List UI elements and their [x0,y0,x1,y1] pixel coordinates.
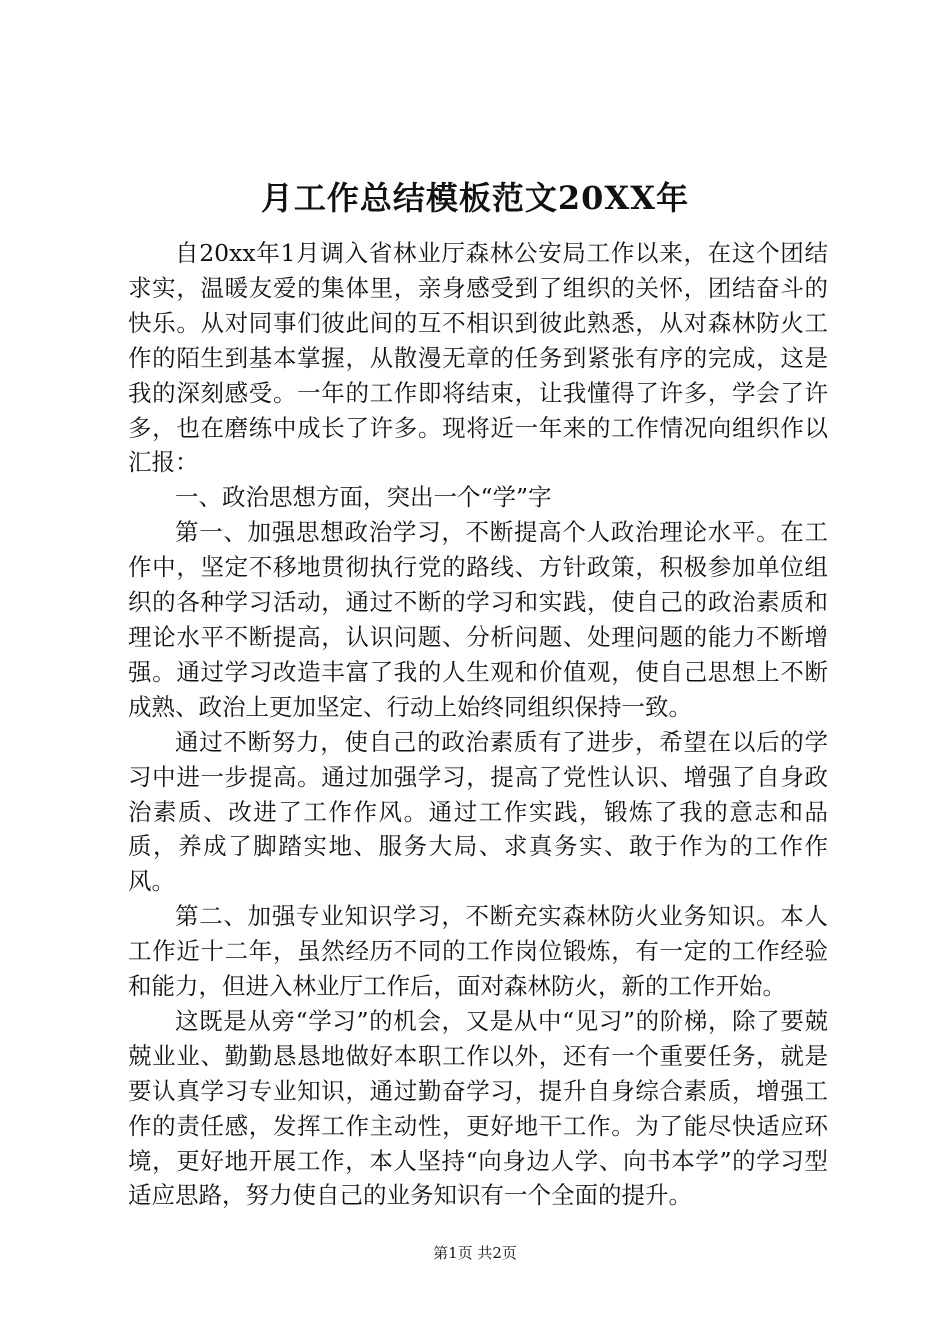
document-title: 月工作总结模板范文20XX年 [260,179,690,217]
paragraph-first-political-study: 第一、加强思想政治学习，不断提高个人政治理论水平。在工作中，坚定不移地贯彻执行党的路线、方针政策，积极参加单位组织的各种学习活动，通过不断的学习和实践，使自己的政治素质和理论水平不断提高，认识问题、分析问题、处理问题的能力不断增强。通过学习改造丰富了我的人生观和价值观，使自己思想上不断成熟、政治上更加坚定、行动上始终同组织保持一致。 [128,518,828,721]
paragraph-learning-opportunity: 这既是从旁“学习”的机会，又是从中“见习”的阶梯，除了要兢兢业业、勤勤恳恳地做好本职工作以外，还有一个重要任务，就是要认真学习专业知识，通过勤奋学习，提升自身综合素质，增强工作的责任感，发挥工作主动性，更好地干工作。为了能尽快适应环境，更好地开展工作，本人坚持“向身边人学、向书本学”的学习型适应思路，努力使自己的业务知识有一个全面的提升。 [128,1006,828,1210]
paragraph-progress: 通过不断努力，使自己的政治素质有了进步，希望在以后的学习中进一步提高。通过加强学习，提高了党性认识、增强了自身政治素质、改进了工作作风。通过工作实践，锻炼了我的意志和品质，养成了脚踏实地、服务大局、求真务实、敢于作为的工作作风。 [128,727,828,896]
document-body [128,236,828,1213]
paragraph-intro: 自20xx年1月调入省林业厅森林公安局工作以来，在这个团结求实，温暖友爱的集体里，亲身感受到了组织的关怀，团结奋斗的快乐。从对同事们彼此间的互不相识到彼此熟悉，从对森林防火工作的陌生到基本掌握，从散漫无章的任务到紧张有序的完成，这是我的深刻感受。一年的工作即将结束，让我懂得了许多，学会了许多，也在磨练中成长了许多。现将近一年来的工作情况向组织作以汇报： [128,239,828,477]
section-heading-politics: 一、政治思想方面，突出一个“学”字 [175,483,552,512]
paragraph-second-professional-study: 第二、加强专业知识学习，不断充实森林防火业务知识。本人工作近十二年，虽然经历不同的工作岗位锻炼，有一定的工作经验和能力，但进入林业厅工作后，面对森林防火，新的工作开始。 [128,902,828,1001]
page-footer: 第1页 共2页 [433,1244,517,1262]
